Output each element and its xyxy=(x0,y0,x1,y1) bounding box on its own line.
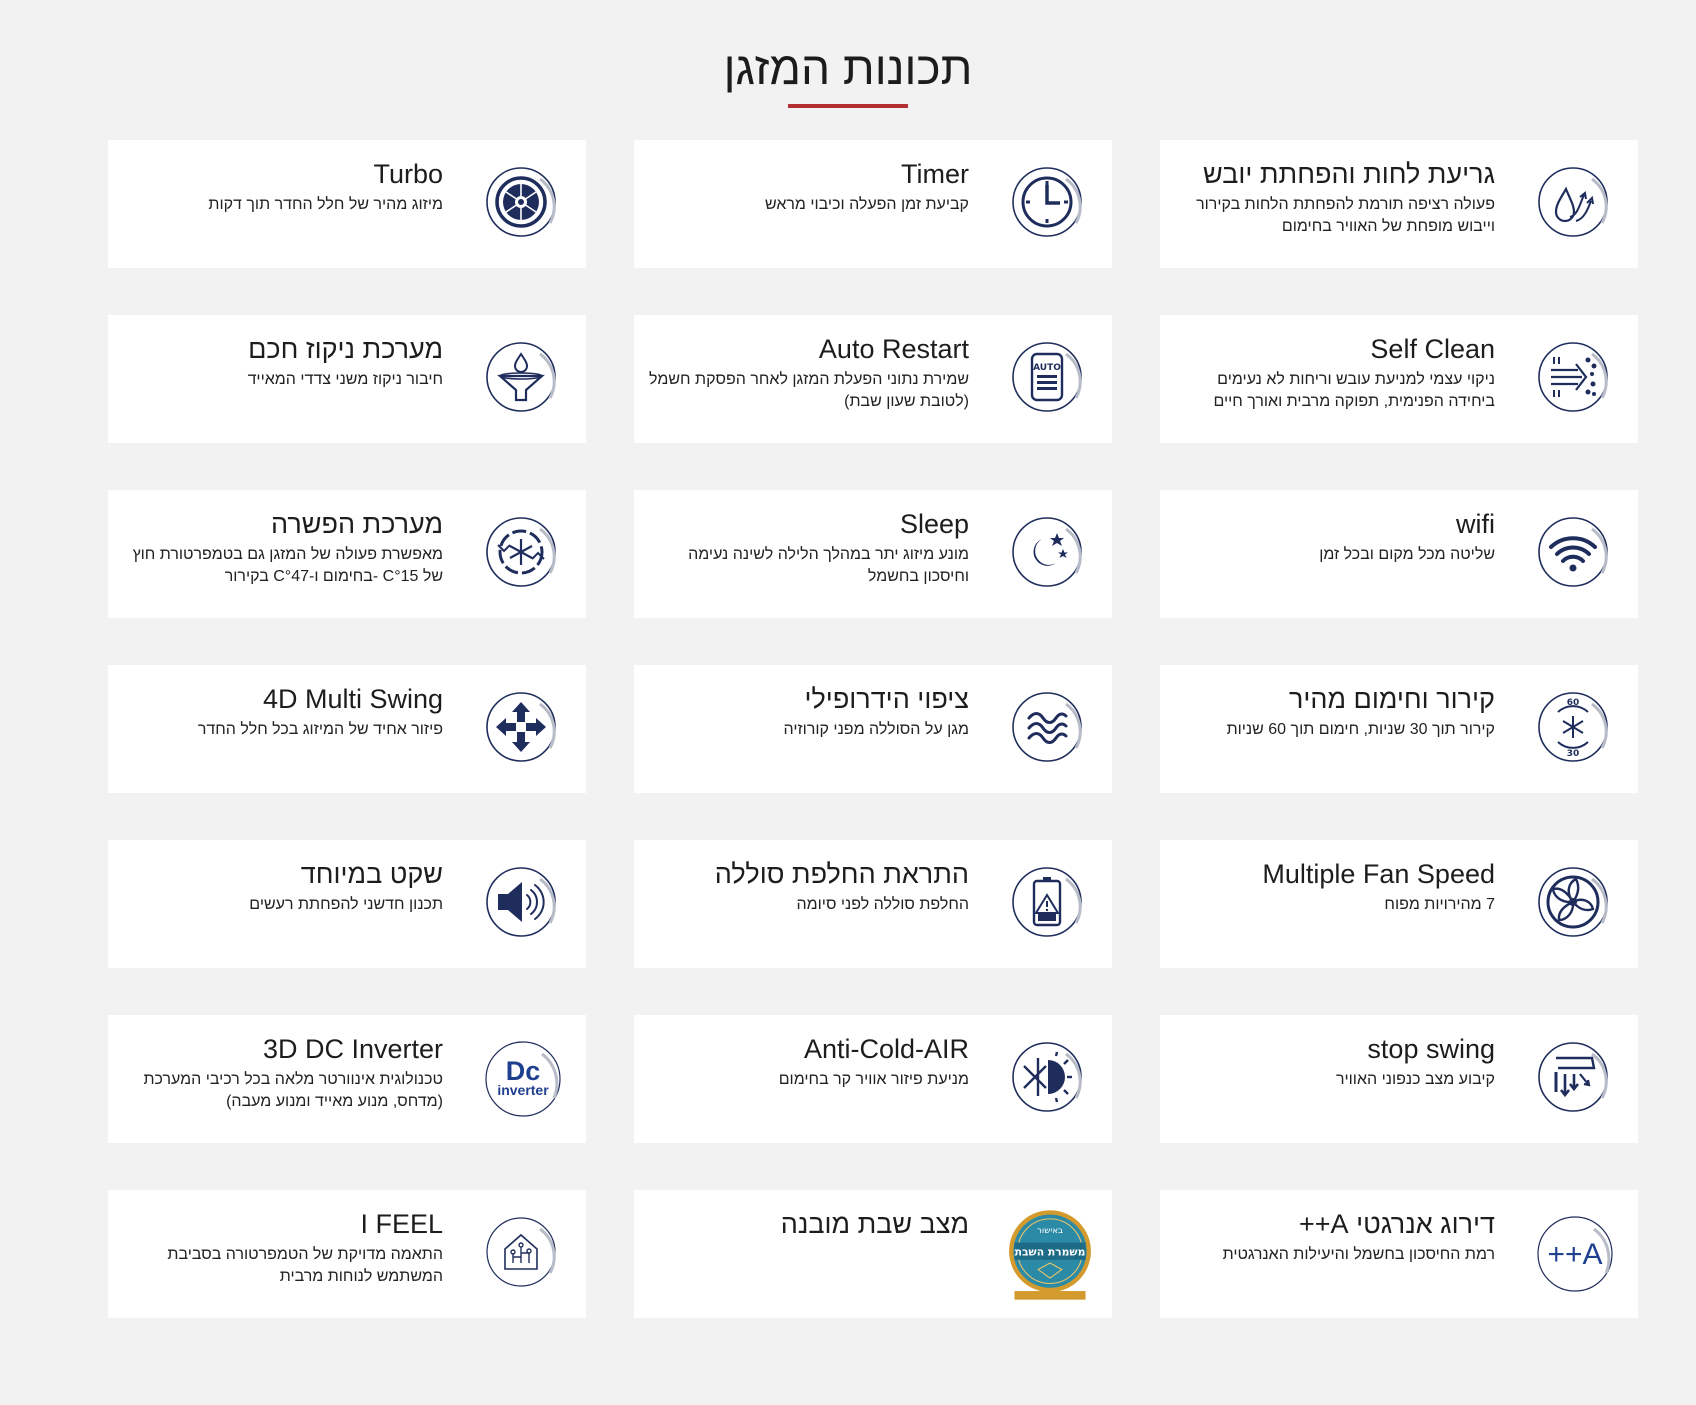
feature-card-auto-restart xyxy=(634,315,1112,443)
feature-description: רמת החיסכון בחשמל והיעילות האנרגטית xyxy=(1222,1246,1495,1263)
feature-card-fast-cool-heat xyxy=(1160,665,1638,793)
feature-description: קירור תוך 30 שניות, חימום תוך 60 שניות xyxy=(1226,721,1495,738)
feature-description: פיזור אחיד של המיזוג בכל חלל החדר xyxy=(197,721,443,738)
feature-card-anti-cold xyxy=(634,1015,1112,1143)
fast-icon-bottom-number: 30 xyxy=(1566,749,1580,759)
feature-description: התאמה מדויקת של הטמפרטורה בסביבת המשתמש לנוחות מרבית xyxy=(167,1246,443,1285)
feature-card-fan-speed xyxy=(1160,840,1638,968)
stop-swing-icon xyxy=(1536,1040,1614,1118)
feature-title: גריעת לחות והפחתת יובש xyxy=(1203,159,1495,189)
feature-title: I FEEL xyxy=(360,1209,443,1239)
shabbat-seal-icon xyxy=(1010,1215,1088,1293)
title-underline xyxy=(788,104,908,108)
moon-stars-icon xyxy=(1010,515,1088,593)
feature-description: מונע מיזוג יתר במהלך הלילה לשינה נעימה וחיסכון בחשמל xyxy=(688,546,969,585)
feature-title: wifi xyxy=(1456,509,1495,539)
feature-card-hydrophilic xyxy=(634,665,1112,793)
svg-text:באישור: באישור xyxy=(1037,1225,1063,1236)
feature-title: קירור וחימום מהיר xyxy=(1288,684,1495,714)
feature-card-self-clean xyxy=(1160,315,1638,443)
auto-restart-icon xyxy=(1010,340,1088,418)
feature-description: מיזוג מהיר של חלל החדר תוך דקות xyxy=(208,196,443,213)
feature-description: מגן על הסוללה מפני קורוזיה xyxy=(783,721,969,738)
multi-swing-arrows-icon xyxy=(484,690,562,768)
feature-description: קיבוע מצב כנפוני האוויר xyxy=(1335,1071,1495,1088)
feature-card-sleep xyxy=(634,490,1112,618)
drain-funnel-icon xyxy=(484,340,562,418)
fan-speed-icon xyxy=(1536,865,1614,943)
feature-title: דירוג אנרגטי A++ xyxy=(1299,1209,1495,1239)
feature-card-wifi xyxy=(1160,490,1638,618)
wifi-icon xyxy=(1536,515,1614,593)
svg-text:משמרת השבת: משמרת השבת xyxy=(1014,1245,1086,1259)
feature-description: קביעת זמן הפעלה וכיבוי מראש xyxy=(764,196,969,213)
fast-icon-top-number: 60 xyxy=(1566,698,1580,708)
smart-home-icon xyxy=(484,1215,562,1293)
feature-title: Turbo xyxy=(373,159,443,189)
feature-card-timer xyxy=(634,140,1112,268)
humidity-icon xyxy=(1536,165,1614,243)
feature-title: Auto Restart xyxy=(818,334,969,364)
feature-title: Sleep xyxy=(899,509,969,539)
feature-description: החלפת סוללה לפני סיומה xyxy=(796,896,969,913)
feature-description: שליטה מכל מקום ובכל זמן xyxy=(1319,546,1495,563)
feature-title: מצב שבת מובנה xyxy=(780,1209,969,1239)
feature-description: 7 מהירויות מפוח xyxy=(1384,896,1495,913)
speaker-icon xyxy=(484,865,562,943)
feature-title: Anti-Cold-AIR xyxy=(803,1034,969,1064)
feature-card-battery-alert xyxy=(634,840,1112,968)
battery-warning-icon xyxy=(1010,865,1088,943)
feature-description: חיבור ניקוז משני צדדי המאייד xyxy=(247,371,443,388)
energy-rating-icon xyxy=(1536,1215,1614,1293)
page-title: תכונות המזגן xyxy=(723,42,973,94)
fast-cool-heat-icon xyxy=(1536,690,1614,768)
feature-title: Timer xyxy=(901,159,969,189)
feature-card-smart-drain xyxy=(108,315,586,443)
features-grid xyxy=(107,140,1638,1318)
feature-card-shabbat xyxy=(634,1190,1112,1318)
feature-title: התראת החלפת סוללה xyxy=(714,859,969,889)
feature-description: שמירת נתוני הפעלת המזגן לאחר הפסקת חשמל (לטובת שעון שבת) xyxy=(649,371,969,410)
feature-card-i-feel xyxy=(108,1190,586,1318)
feature-title: שקט במיוחד xyxy=(300,859,443,889)
feature-card-dc-inverter xyxy=(108,1015,586,1143)
dc-inverter-icon xyxy=(484,1040,562,1118)
feature-description: תכנון חדשני להפחתת רעשים xyxy=(249,896,443,913)
feature-title: מערכת ניקוז חכם xyxy=(248,334,443,364)
waves-icon xyxy=(1010,690,1088,768)
feature-title: מערכת הפשרה xyxy=(271,509,443,539)
feature-title: ציפוי הידרופילי xyxy=(804,684,969,714)
inverter-icon-label: inverter xyxy=(497,1082,549,1098)
dc-icon-label: Dc xyxy=(505,1056,541,1086)
feature-description: מאפשרת פעולה של המזגן גם בטמפרטורת חוץ של C°15 -בחימום ו-C°47 בקירור xyxy=(132,546,443,585)
feature-card-stop-swing xyxy=(1160,1015,1638,1143)
svg-text:AUTO: AUTO xyxy=(1033,363,1061,373)
self-clean-icon xyxy=(1536,340,1614,418)
feature-card-energy-rating xyxy=(1160,1190,1638,1318)
feature-description: טכנולוגית אינוורטר מלאה בכל רכיבי המערכת (מדחס, מנוע מאייד ומנוע מעבה) xyxy=(143,1071,443,1110)
anti-cold-icon xyxy=(1010,1040,1088,1118)
feature-title: Self Clean xyxy=(1370,334,1495,364)
feature-title: Multiple Fan Speed xyxy=(1262,859,1495,889)
defrost-icon xyxy=(484,515,562,593)
feature-description: פעולה רציפה תורמת להפחתת הלחות בקירור וייבוש מופחת של האוויר בחימום xyxy=(1196,196,1495,235)
feature-card-4d-swing xyxy=(108,665,586,793)
feature-card-quiet xyxy=(108,840,586,968)
feature-title: 4D Multi Swing xyxy=(262,684,443,714)
clock-icon xyxy=(1010,165,1088,243)
energy-grade-label: A++ xyxy=(1547,1238,1603,1271)
feature-description: ניקוי עצמי למניעת עובש וריחות לא נעימים ביחידה הפנימית, תפוקה מרבית ואורך חיים xyxy=(1213,371,1495,410)
feature-title: stop swing xyxy=(1367,1034,1495,1064)
feature-description: מניעת פיזור אוויר קר בחימום xyxy=(778,1071,969,1088)
feature-title: 3D DC Inverter xyxy=(262,1034,443,1064)
feature-card-turbo xyxy=(108,140,586,268)
feature-card-humidity xyxy=(1160,140,1638,268)
turbo-fan-icon xyxy=(484,165,562,243)
feature-card-defrost xyxy=(108,490,586,618)
